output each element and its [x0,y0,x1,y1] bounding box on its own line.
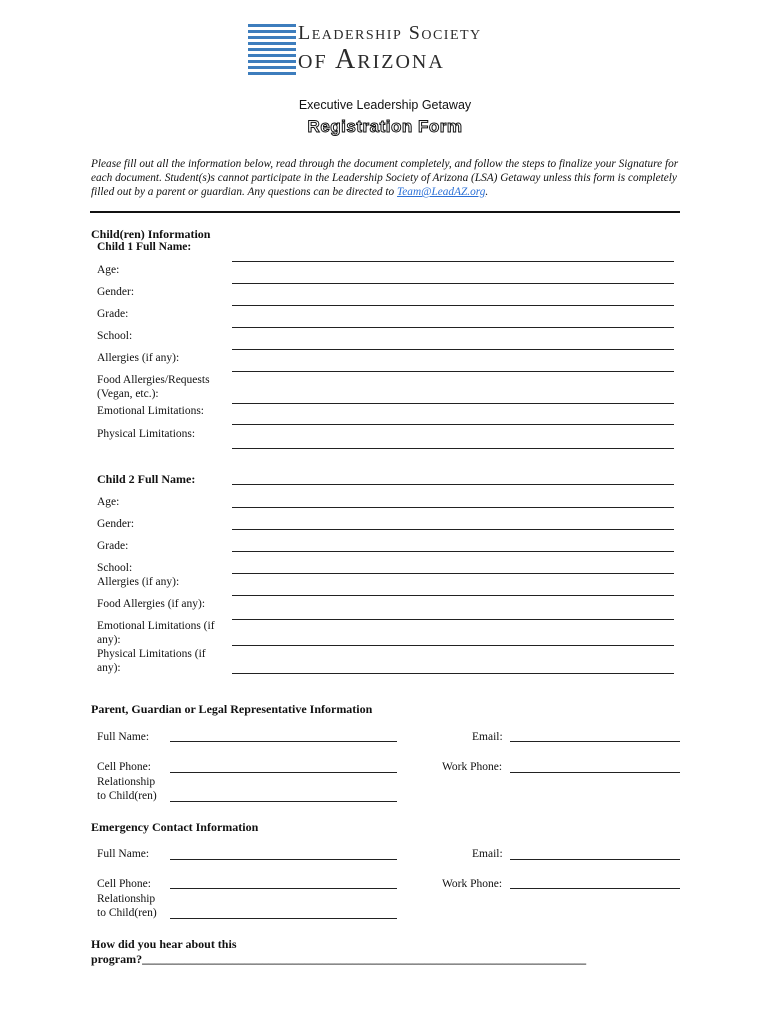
child2-gender-label: Gender: [97,518,135,530]
child2-emotional-label-2: any): [97,634,121,646]
child1-age-label: Age: [97,264,120,276]
child2-age-label: Age: [97,496,120,508]
emergency-relationship-field[interactable] [170,918,397,919]
child2-age-field[interactable] [232,507,674,508]
emergency-work-label: Work Phone: [442,878,503,890]
child1-food-field[interactable] [232,403,674,404]
parent-relationship-field[interactable] [170,801,397,802]
section-divider [90,211,680,213]
child1-emotional-label: Emotional Limitations: [97,405,205,417]
parent-email-label: Email: [472,731,503,743]
child1-age-field[interactable] [232,283,674,284]
logo [248,22,528,78]
emergency-cell-label: Cell Phone: [97,878,151,890]
child2-food-label: Food Allergies (if any): [97,598,206,610]
intro-text: Please fill out all the information below, read through the document completely, and follow the steps to finalize your Signature for each document. Student(s)s cannot participate in the Leadership Society of Arizona (LSA) Getaway unless this form is completely filled out by a parent or guardian. Any questions can be directed to [91,158,679,198]
child1-emotional-field[interactable] [232,424,674,425]
emergency-relationship-label-1: Relationship [97,893,156,905]
child1-allergies-field[interactable] [232,371,674,372]
child1-grade-field[interactable] [232,327,674,328]
parent-relationship-label-1: Relationship [97,776,156,788]
child1-school-label: School: [97,330,133,342]
logo-line1: Leadership Society [298,22,482,44]
emergency-relationship-label-2: to Child(ren) [97,907,157,919]
form-title: Registration Form [307,117,463,136]
parent-heading: Parent, Guardian or Legal Representative Information [91,702,373,716]
child1-allergies-label: Allergies (if any): [97,352,180,364]
parent-work-label: Work Phone: [442,761,503,773]
child2-physical-label-2: any): [97,662,121,674]
child2-food-field[interactable] [232,619,674,620]
child1-gender-field[interactable] [232,305,674,306]
emergency-cell-field[interactable] [170,888,397,889]
parent-cell-field[interactable] [170,772,397,773]
child2-physical-label-1: Physical Limitations (if [97,648,206,660]
child1-physical-label: Physical Limitations: [97,428,196,440]
child1-food-label-2: (Vegan, etc.): [97,388,159,400]
child1-food-label-1: Food Allergies/Requests [97,374,210,386]
child2-allergies-label: Allergies (if any): [97,576,180,588]
child1-grade-label: Grade: [97,308,129,320]
intro-end: . [485,186,489,198]
emergency-work-field[interactable] [510,888,680,889]
child2-gender-field[interactable] [232,529,674,530]
child2-grade-label: Grade: [97,540,129,552]
referral-question-2[interactable]: program?__________________________________________________________________________ [91,952,587,966]
emergency-heading: Emergency Contact Information [91,820,259,834]
contact-email-link[interactable]: Team@LeadAZ.org [397,186,486,198]
emergency-email-field[interactable] [510,859,680,860]
child2-physical-field[interactable] [232,673,674,674]
logo-line2: of Arizona [298,44,445,75]
event-title: Executive Leadership Getaway [298,98,472,112]
parent-email-field[interactable] [510,741,680,742]
child2-emotional-label-1: Emotional Limitations (if [97,620,215,632]
child2-school-field[interactable] [232,573,674,574]
parent-fullname-label: Full Name: [97,731,150,743]
child2-school-label: School: [97,562,133,574]
intro-paragraph [91,157,681,199]
child1-name-label: Child 1 Full Name: [97,241,192,253]
child2-grade-field[interactable] [232,551,674,552]
parent-relationship-label-2: to Child(ren) [97,790,157,802]
emergency-fullname-field[interactable] [170,859,397,860]
children-heading: Child(ren) Information [91,227,211,241]
logo-stripes-icon [248,24,296,76]
emergency-fullname-label: Full Name: [97,848,150,860]
child2-emotional-field[interactable] [232,645,674,646]
child2-name-field[interactable] [232,484,674,485]
parent-work-field[interactable] [510,772,680,773]
child1-gender-label: Gender: [97,286,135,298]
referral-question-1: How did you hear about this [91,937,237,951]
child1-school-field[interactable] [232,349,674,350]
child1-physical-field[interactable] [232,448,674,449]
parent-fullname-field[interactable] [170,741,397,742]
emergency-email-label: Email: [472,848,503,860]
child2-allergies-field[interactable] [232,595,674,596]
child2-name-label: Child 2 Full Name: [97,472,196,486]
parent-cell-label: Cell Phone: [97,761,151,773]
child1-name-field[interactable] [232,261,674,262]
